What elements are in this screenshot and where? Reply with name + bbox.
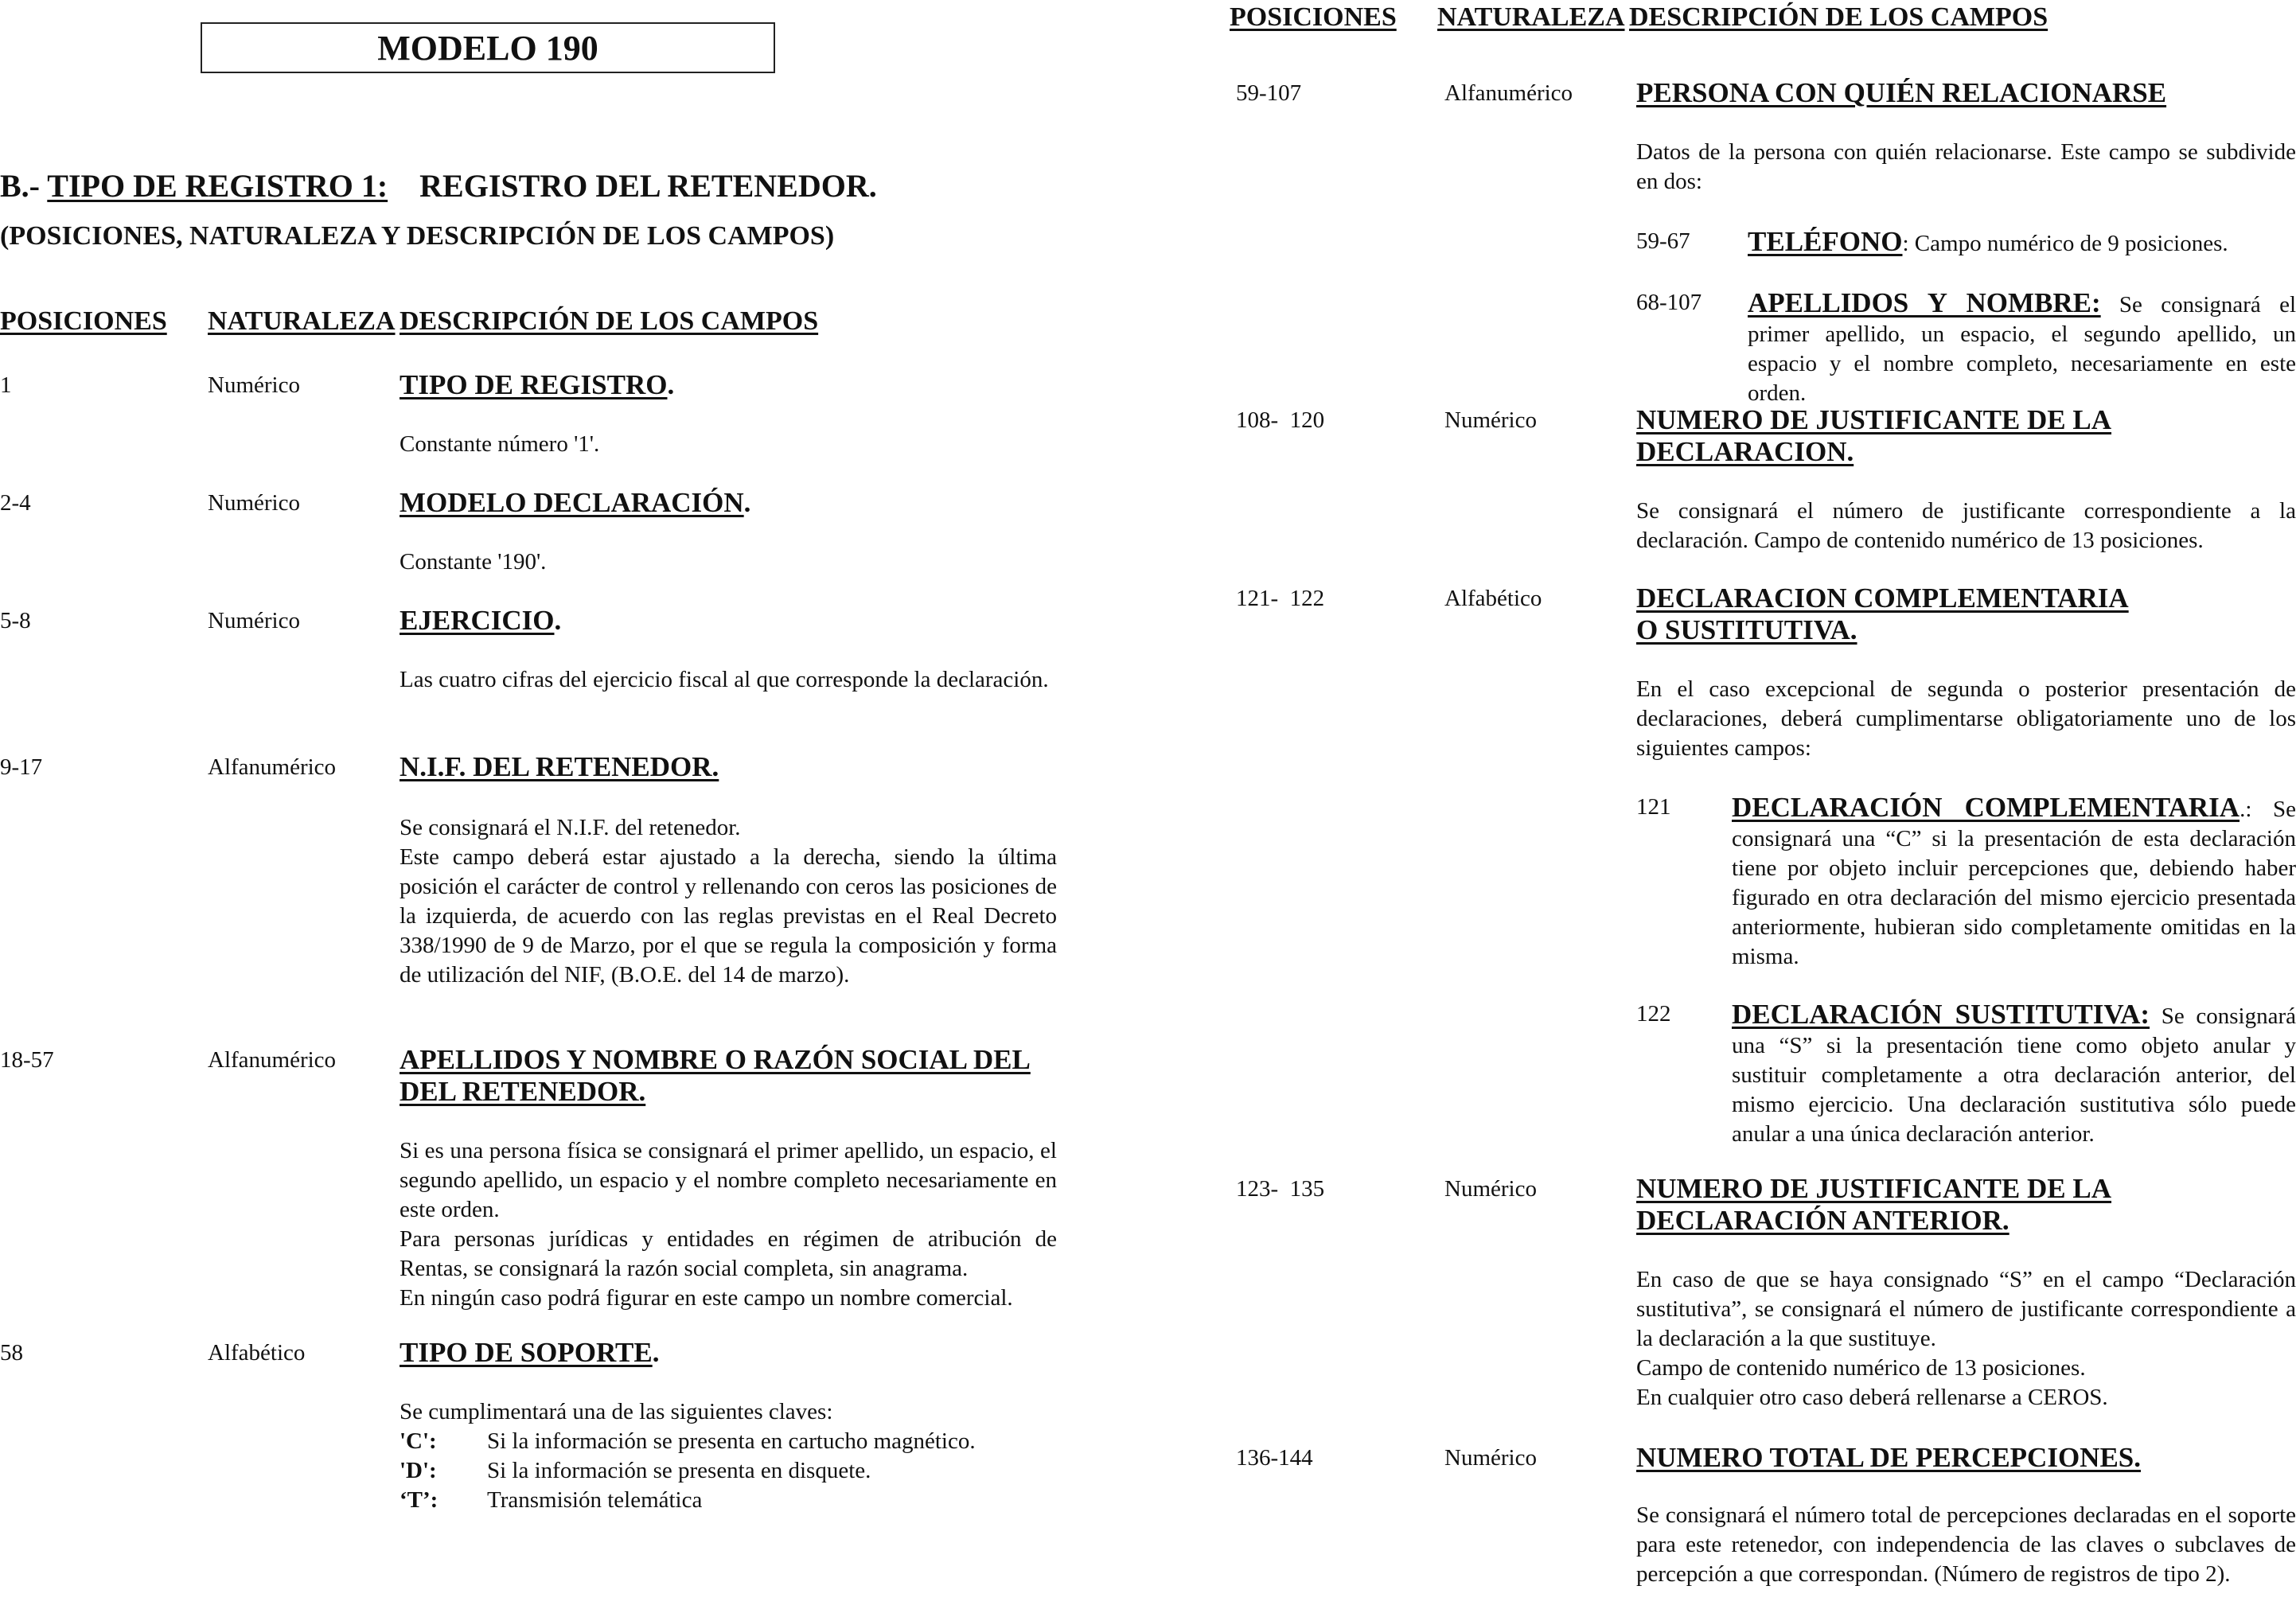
field-description: Campo de contenido numérico de 13 posiciones. — [1636, 1355, 2086, 1381]
field-title: MODELO DECLARACIÓN. — [400, 487, 751, 518]
section-type: TIPO DE REGISTRO 1: — [47, 168, 388, 204]
section-prefix: B.- — [0, 168, 48, 204]
header-posiciones: POSICIONES — [0, 306, 167, 336]
field-description: Se consignará el N.I.F. del retenedor. — [400, 815, 741, 840]
field-description: Este campo deberá estar ajustado a la derecha, siendo la última posición el carácter de control y rellenando con ceros las posiciones de la izquierda, de acuerdo con las reglas previstas en el Real Decreto 338/1990 de 9 de Marzo, por el que se regula la composición y forma de utilización del NIF, (B.O.E. del 14 de marzo). — [400, 844, 1057, 988]
field-description: Para personas jurídicas y entidades en régimen de atribución de Rentas, se consignará la razón social completa, sin anagrama. — [400, 1226, 1057, 1281]
field-position: 136-144 — [1236, 1445, 1313, 1471]
subfield-title: DECLARACIÓN COMPLEMENTARIA — [1732, 792, 2240, 823]
field-nature: Numérico — [1444, 407, 1537, 433]
field-description: En cualquier otro caso deberá rellenarse a CEROS. — [1636, 1385, 2108, 1410]
field-description: Las cuatro cifras del ejercicio fiscal al que corresponde la declaración. — [400, 667, 1049, 692]
document-title: MODELO 190 — [201, 22, 775, 73]
field-position: 18-57 — [0, 1047, 54, 1073]
field-nature: Numérico — [208, 372, 300, 398]
section-heading — [0, 167, 877, 205]
field-title: PERSONA CON QUIÉN RELACIONARSE — [1636, 77, 2167, 108]
section-subtitle: (POSICIONES, NATURALEZA Y DESCRIPCIÓN DE LOS CAMPOS) — [0, 221, 835, 251]
field-title: DEL RETENEDOR. — [400, 1076, 646, 1107]
subfield-position: 68-107 — [1636, 290, 1702, 315]
subfield-text — [1748, 288, 2296, 408]
header-naturaleza: NATURALEZA — [208, 306, 396, 336]
field-title: N.I.F. DEL RETENEDOR. — [400, 751, 719, 782]
field-position: 108- 120 — [1236, 407, 1325, 433]
subfield-description: Se consignará el primer apellido, un espacio, el segundo apellido, un espacio y el nombre completo, necesariamente en este orden. — [1748, 292, 2296, 406]
section-name: REGISTRO DEL RETENEDOR. — [419, 168, 877, 204]
subfield-title: APELLIDOS Y NOMBRE: — [1748, 287, 2101, 318]
subfield-position: 59-67 — [1636, 228, 1690, 254]
field-title: TIPO DE SOPORTE. — [400, 1337, 660, 1368]
field-nature: Alfanumérico — [208, 754, 337, 780]
field-description: Se consignará el número total de percepciones declaradas en el soporte para este retenedor, con independencia de las claves o subclaves de percepción a que correspondan. (Número de registros de tipo 2). — [1636, 1502, 2296, 1587]
field-title: NUMERO DE JUSTIFICANTE DE LA — [1636, 1173, 2112, 1204]
field-title: TIPO DE REGISTRO. — [400, 369, 675, 400]
field-title: DECLARACION. — [1636, 436, 1854, 467]
field-position: 2-4 — [0, 490, 31, 516]
subfield-description: : Campo numérico de 9 posiciones. — [1902, 231, 2228, 256]
field-nature: Numérico — [1444, 1445, 1537, 1471]
field-description: En ningún caso podrá figurar en este campo un nombre comercial. — [400, 1285, 1013, 1311]
field-title: O SUSTITUTIVA. — [1636, 614, 1857, 645]
subfield-title: DECLARACIÓN SUSTITUTIVA: — [1732, 999, 2150, 1030]
header-naturaleza: NATURALEZA — [1437, 2, 1625, 32]
field-nature: Alfabético — [1444, 586, 1542, 611]
field-description: Si es una persona física se consignará el primer apellido, un espacio, el segundo apellido, un espacio y el nombre completo necesariamente en este orden. — [400, 1138, 1057, 1222]
key-code: 'D': — [400, 1458, 437, 1483]
field-description: Se cumplimentará una de las siguientes claves: — [400, 1399, 833, 1424]
field-position: 121- 122 — [1236, 586, 1325, 611]
field-title: DECLARACION COMPLEMENTARIA — [1636, 583, 2129, 614]
field-title: DECLARACIÓN ANTERIOR. — [1636, 1205, 2009, 1236]
subfield-description: Se consignará una “S” si la presentación tiene como objeto anular y sustituir completamente a otra declaración anterior, del mismo ejercicio. Una declaración sustitutiva sólo puede anular a una única declaración anterior. — [1732, 1003, 2296, 1147]
header-descripcion: DESCRIPCIÓN DE LOS CAMPOS — [400, 306, 819, 336]
header-posiciones: POSICIONES — [1230, 2, 1397, 32]
key-row — [400, 1486, 702, 1515]
field-nature: Numérico — [1444, 1176, 1537, 1202]
key-code: ‘T’: — [400, 1487, 439, 1513]
key-row — [400, 1456, 871, 1486]
key-value: Si la información se presenta en cartucho magnético. — [487, 1428, 976, 1454]
subfield-position: 122 — [1636, 1001, 1671, 1027]
field-nature: Alfabético — [208, 1340, 306, 1366]
field-position: 123- 135 — [1236, 1176, 1325, 1202]
key-value: Transmisión telemática — [487, 1487, 703, 1513]
header-descripcion: DESCRIPCIÓN DE LOS CAMPOS — [1629, 2, 2048, 32]
field-position: 58 — [0, 1340, 23, 1366]
field-title: NUMERO TOTAL DE PERCEPCIONES. — [1636, 1442, 2141, 1473]
field-description: Se consignará el número de justificante correspondiente a la declaración. Campo de contenido numérico de 13 posiciones. — [1636, 498, 2296, 553]
subfield-text — [1732, 793, 2296, 972]
field-nature: Numérico — [208, 490, 300, 516]
field-description: Constante '190'. — [400, 549, 547, 575]
field-position: 59-107 — [1236, 80, 1302, 106]
field-title: EJERCICIO. — [400, 605, 562, 636]
field-description: Datos de la persona con quién relacionarse. Este campo se subdivide en dos: — [1636, 139, 2296, 194]
key-code: 'C': — [400, 1428, 437, 1454]
field-nature: Alfanumérico — [1444, 80, 1573, 106]
key-value: Si la información se presenta en disquete. — [487, 1458, 871, 1483]
field-nature: Numérico — [208, 608, 300, 633]
field-position: 5-8 — [0, 608, 31, 633]
subfield-position: 121 — [1636, 794, 1671, 820]
field-position: 1 — [0, 372, 12, 398]
subfield-description: .: Se consignará una “C” si la presentación de esta declaración tiene por objeto incluir percepciones que, debiendo haber figurado en otra declaración del mismo ejercicio presentada anteriormente, hubieran sido completamente omitidas en la misma. — [1732, 797, 2296, 969]
field-title: NUMERO DE JUSTIFICANTE DE LA — [1636, 404, 2112, 435]
subfield-text — [1732, 999, 2296, 1149]
subfield-text — [1748, 227, 2296, 259]
field-title: APELLIDOS Y NOMBRE O RAZÓN SOCIAL DEL — [400, 1044, 1031, 1075]
field-description: Constante número '1'. — [400, 431, 600, 457]
subfield-title: TELÉFONO — [1748, 226, 1903, 257]
field-position: 9-17 — [0, 754, 43, 780]
field-description: En caso de que se haya consignado “S” en el campo “Declaración sustitutiva”, se consignará el número de justificante correspondiente a la declaración a la que sustituye. — [1636, 1267, 2296, 1351]
key-row — [400, 1427, 976, 1456]
field-nature: Alfanumérico — [208, 1047, 337, 1073]
field-description: En el caso excepcional de segunda o posterior presentación de declaraciones, deberá cumplimentarse obligatoriamente uno de los siguientes campos: — [1636, 676, 2296, 761]
